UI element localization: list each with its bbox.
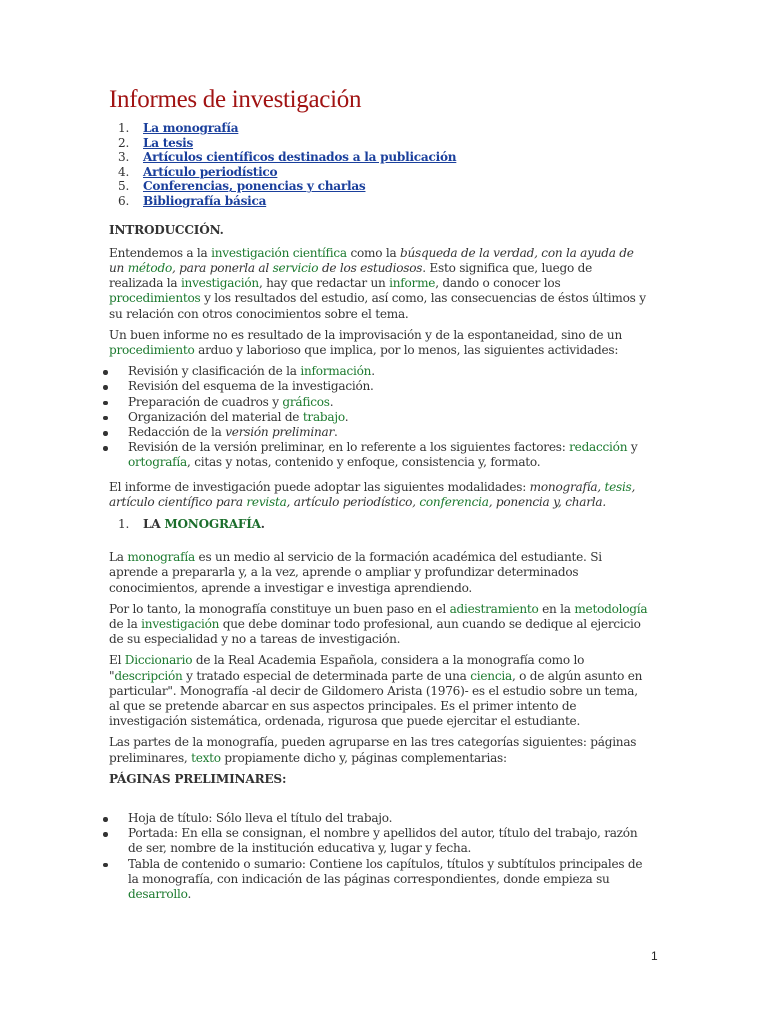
- text: La: [109, 550, 128, 565]
- toc-number: 4.: [118, 164, 130, 179]
- text: El: [109, 653, 125, 668]
- text: .: [260, 517, 265, 532]
- text: , dando o conocer los: [435, 276, 561, 291]
- link-tesis[interactable]: tesis: [604, 479, 632, 494]
- text: es un medio al servicio de la formación académica del estudiante. Si aprende a prepararla y, a la vez, aprende o ampliar y profundizar determinados conocimientos, aprende a investigar e investiga aprendiendo.: [109, 550, 602, 595]
- link-trabajo[interactable]: trabajo: [302, 409, 345, 424]
- text: como la: [346, 245, 401, 260]
- text: .: [187, 887, 192, 902]
- text: .: [344, 409, 349, 424]
- toc-number: 6.: [118, 193, 130, 208]
- link-ortografia[interactable]: ortografía: [128, 455, 187, 470]
- link-investigacion[interactable]: investigación: [180, 276, 259, 291]
- table-of-contents: [109, 121, 649, 209]
- list-item: [109, 440, 649, 470]
- text: PÁGINAS PRELIMINARES: [109, 771, 282, 786]
- intro-heading: [109, 223, 649, 238]
- list-item: [109, 395, 649, 410]
- link-ciencia[interactable]: ciencia: [470, 668, 512, 683]
- text-italic: , artículo científico para: [109, 479, 636, 509]
- link-informacion[interactable]: información: [300, 364, 372, 379]
- text: Las partes de la monografía, pueden agruparse en las tres categorías siguientes: páginas preliminares,: [109, 735, 637, 765]
- text-italic: versión preliminar: [225, 425, 335, 439]
- toc-number: 5.: [118, 179, 130, 194]
- text: :: [281, 771, 287, 786]
- link-investigacion[interactable]: investigación: [141, 617, 220, 632]
- text: , o de algún asunto en particular". Monografía -al decir de Gildomero Arista (1976)- es el estudio sobre un tema, al que se pretende abarcar en sus aspectos principales. Es el primer intento de investigación sistemática, ordenada, rigurosa que puede ejercitar el estudiante.: [109, 668, 643, 729]
- activities-list: [109, 364, 649, 470]
- link-procedimientos[interactable]: procedimientos: [109, 291, 201, 306]
- list-item: [109, 826, 649, 856]
- list-item: [109, 364, 649, 379]
- toc-number: 1.: [118, 121, 130, 135]
- toc-link-articulo-periodistico[interactable]: Artículo periodístico: [143, 164, 278, 179]
- text: y tratado especial de determinada parte de una: [182, 668, 471, 683]
- toc-item: [109, 121, 649, 136]
- preliminares-list: [109, 811, 649, 902]
- intro-paragraph-1: [109, 246, 649, 322]
- text: Portada: En ella se consignan, el nombre y apellidos del autor, título del trabajo, razón de ser, nombre de la institución educativa y, lugar y fecha.: [128, 826, 638, 856]
- text: de la: [109, 617, 142, 632]
- text: , citas y notas, contenido y enfoque, consistencia y, formato.: [187, 455, 541, 470]
- text-italic: , ponencia y, charla.: [488, 494, 606, 509]
- link-monografia-heading[interactable]: MONOGRAFÍA: [164, 517, 261, 532]
- document-content: [109, 86, 649, 909]
- text: Revisión y clasificación de la: [128, 364, 301, 379]
- text: .: [334, 425, 338, 439]
- link-metodo[interactable]: método: [127, 260, 172, 275]
- monografia-paragraph-4: [109, 735, 649, 765]
- toc-item: [109, 165, 649, 180]
- link-descripcion[interactable]: descripción: [114, 668, 183, 683]
- toc-number: 3.: [118, 150, 130, 165]
- intro-heading-text: INTRODUCCIÓN: [109, 222, 220, 237]
- section-heading-monografia: [109, 517, 649, 532]
- text: propiamente dicho y, páginas complementarias:: [220, 750, 507, 765]
- monografia-paragraph-2: [109, 602, 649, 648]
- toc-link-articulos[interactable]: Artículos científicos destinados a la publicación: [143, 150, 457, 165]
- intro-paragraph-3: [109, 480, 649, 510]
- text: .: [371, 364, 375, 379]
- link-conferencia[interactable]: conferencia: [419, 494, 489, 509]
- list-item: [109, 425, 649, 440]
- toc-link-monografia[interactable]: La monografía: [143, 121, 239, 135]
- link-diccionario[interactable]: Diccionario: [124, 653, 193, 668]
- link-metodologia[interactable]: metodología: [574, 601, 648, 616]
- monografia-paragraph-3: [109, 653, 649, 729]
- link-redaccion[interactable]: redacción: [569, 440, 628, 455]
- text: . Esto significa que, luego de realizada la: [109, 260, 593, 291]
- text: Preparación de cuadros y: [128, 394, 283, 409]
- page-title: Informes de investigación: [109, 86, 362, 113]
- text: en la: [538, 601, 575, 616]
- link-adiestramiento[interactable]: adiestramiento: [449, 601, 539, 616]
- text: Tabla de contenido o sumario: Contiene los capítulos, títulos y subtítulos principales de la monografía, con indicación de las páginas correspondientes, donde empieza su: [128, 856, 643, 886]
- toc-number: 2.: [118, 135, 130, 150]
- text: y: [627, 440, 638, 455]
- page-number: 1: [651, 949, 658, 963]
- link-investigacion-cientifica[interactable]: investigación científica: [211, 245, 347, 260]
- link-monografia[interactable]: monografía: [127, 550, 195, 565]
- list-item: [109, 410, 649, 425]
- list-item: [109, 379, 649, 394]
- text: LA: [143, 517, 165, 532]
- text: Redacción de la: [128, 425, 226, 439]
- toc-item: [109, 136, 649, 151]
- text: El informe de investigación puede adoptar las siguientes modalidades:: [109, 479, 530, 494]
- list-item: [109, 857, 649, 903]
- preliminares-heading: [109, 772, 649, 787]
- toc-item: [109, 179, 649, 194]
- link-procedimiento[interactable]: procedimiento: [109, 342, 195, 357]
- toc-item: [109, 150, 649, 165]
- link-graficos[interactable]: gráficos: [282, 394, 330, 409]
- toc-item: [109, 194, 649, 209]
- text-italic: búsqueda de la verdad, con la ayuda de un: [109, 245, 634, 275]
- text: Revisión de la versión preliminar, en lo referente a los siguientes factores:: [128, 440, 570, 455]
- monografia-paragraph-1: [109, 550, 649, 596]
- text: Revisión del esquema de la investigación.: [128, 379, 374, 394]
- toc-link-conferencias[interactable]: Conferencias, ponencias y charlas: [143, 179, 366, 194]
- text: Organización del material de: [128, 409, 303, 424]
- toc-link-tesis[interactable]: La tesis: [143, 135, 194, 150]
- text-italic: de los estudiosos: [318, 260, 423, 275]
- text: arduo y laborioso que implica, por lo menos, las siguientes actividades:: [194, 342, 619, 357]
- text: Un buen informe no es resultado de la improvisación y de la espontaneidad, sino de un: [109, 327, 622, 342]
- text: Entendemos a la: [109, 245, 212, 260]
- link-servicio[interactable]: servicio: [272, 260, 319, 275]
- text: .: [329, 394, 334, 409]
- intro-paragraph-2: [109, 328, 649, 358]
- text-italic: , para ponerla al: [171, 260, 273, 275]
- link-revista[interactable]: revista: [246, 494, 287, 509]
- intro-heading-end: .: [219, 222, 224, 237]
- link-informe[interactable]: informe: [389, 276, 436, 291]
- text: y los resultados del estudio, así como, las consecuencias de éstos últimos y su relación con otros conocimientos sobre el tema.: [109, 291, 646, 321]
- toc-link-bibliografia[interactable]: Bibliografía básica: [143, 193, 267, 208]
- text-italic: monografía,: [529, 479, 605, 494]
- text: , hay que redactar un: [258, 276, 390, 291]
- section-number: 1.: [118, 517, 130, 532]
- text: Hoja de título: Sólo lleva el título del trabajo.: [128, 811, 393, 826]
- text: de la Real Academia Española, considera a la monografía como lo ": [109, 653, 585, 683]
- link-texto[interactable]: texto: [191, 750, 221, 765]
- text-italic: , artículo periodístico,: [286, 494, 420, 509]
- text: que debe dominar todo profesional, aun cuando se dedique al ejercicio de su especialidad y no a tareas de investigación.: [109, 617, 641, 647]
- list-item: [109, 811, 649, 826]
- link-desarrollo[interactable]: desarrollo: [128, 887, 188, 902]
- text: Por lo tanto, la monografía constituye un buen paso en el: [109, 601, 450, 616]
